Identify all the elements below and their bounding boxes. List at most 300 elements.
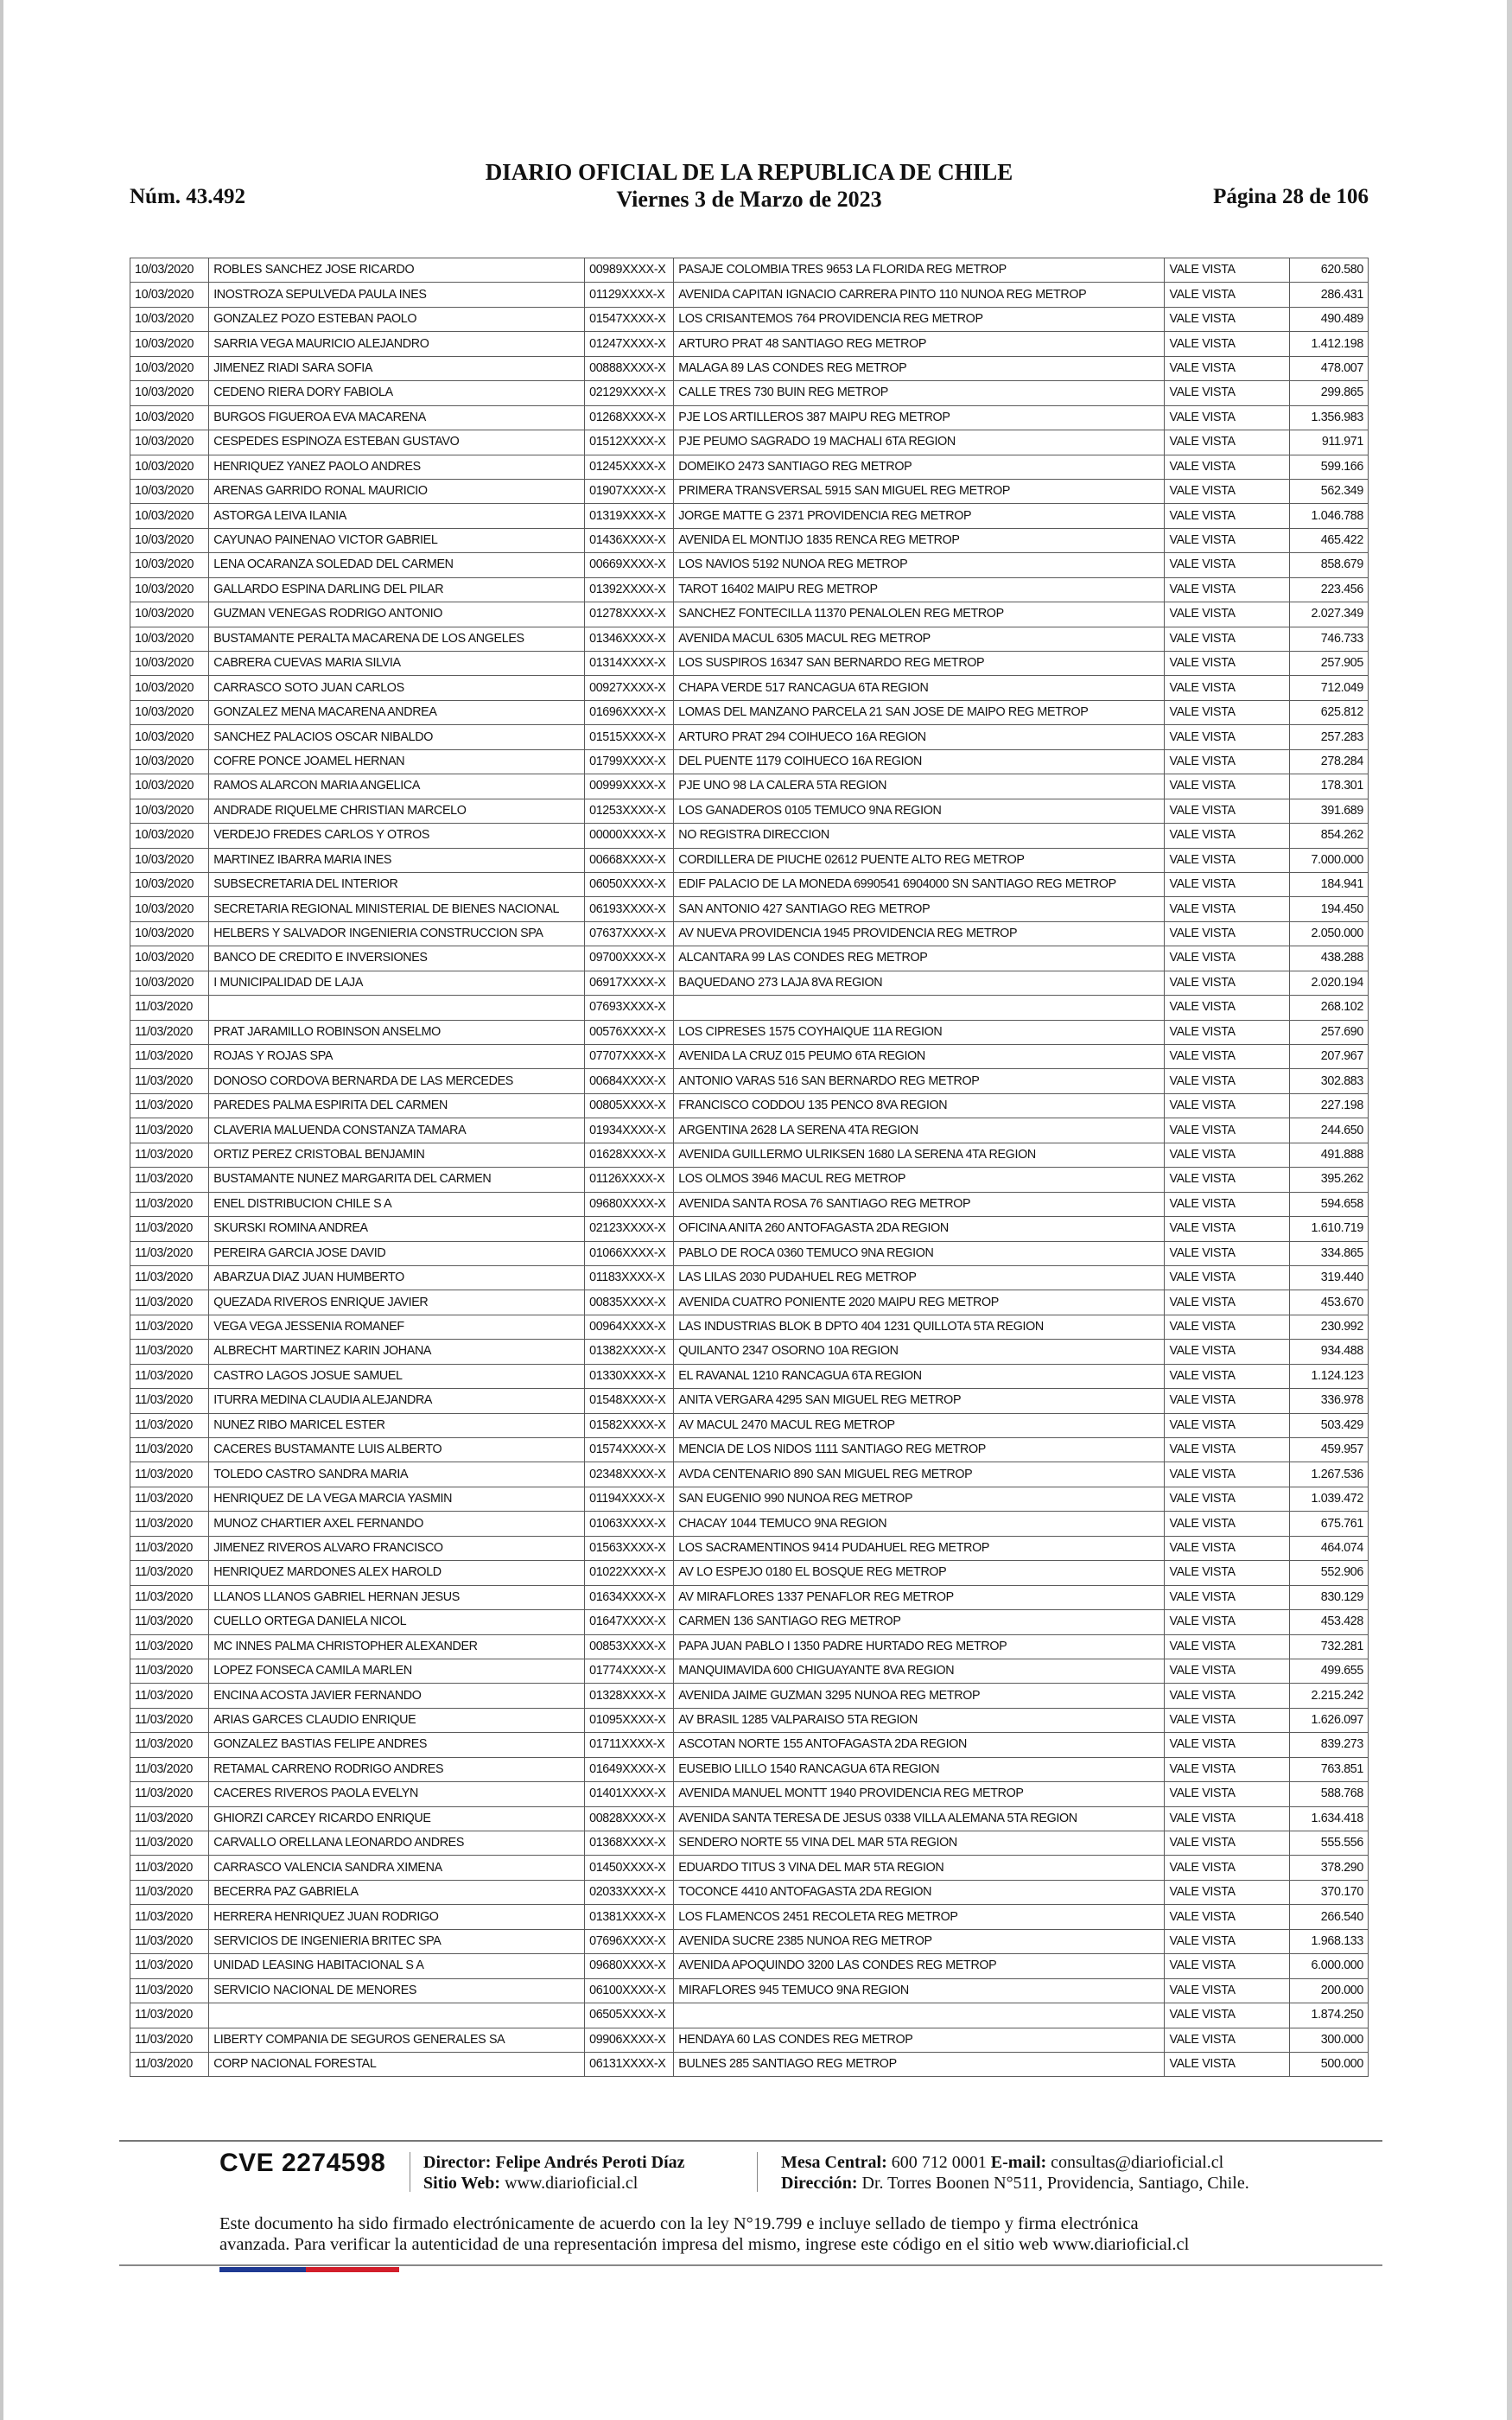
footer-top-rule	[119, 2140, 1382, 2142]
table-row	[130, 1954, 1369, 1978]
cell-amount: 1.634.418	[1289, 1806, 1368, 1831]
cell-payment-type: VALE VISTA	[1165, 971, 1289, 995]
cell-date: 11/03/2020	[130, 1265, 209, 1290]
cell-amount: 286.431	[1289, 283, 1368, 307]
cell-payment-type: VALE VISTA	[1165, 1364, 1289, 1388]
cell-payment-type: VALE VISTA	[1165, 725, 1289, 749]
cell-name: SERVICIO NACIONAL DE MENORES	[209, 1978, 585, 2003]
cell-payment-type: VALE VISTA	[1165, 2052, 1289, 2076]
cell-payment-type: VALE VISTA	[1165, 700, 1289, 724]
cell-payment-type: VALE VISTA	[1165, 1634, 1289, 1659]
cell-rut: 01711XXXX-X	[585, 1733, 674, 1757]
cell-name: COFRE PONCE JOAMEL HERNAN	[209, 749, 585, 774]
table-row	[130, 1290, 1369, 1315]
cell-name: RETAMAL CARRENO RODRIGO ANDRES	[209, 1757, 585, 1781]
cell-rut: 07696XXXX-X	[585, 1929, 674, 1953]
flag-stripe-blue	[219, 2267, 306, 2272]
cell-name: VERDEJO FREDES CARLOS Y OTROS	[209, 824, 585, 848]
cell-date: 11/03/2020	[130, 1438, 209, 1462]
cell-amount: 552.906	[1289, 1561, 1368, 1585]
cell-rut: 01392XXXX-X	[585, 577, 674, 602]
table-row	[130, 332, 1369, 356]
cell-name: JIMENEZ RIADI SARA SOFIA	[209, 356, 585, 380]
cell-rut: 07693XXXX-X	[585, 996, 674, 1020]
cell-name: MC INNES PALMA CHRISTOPHER ALEXANDER	[209, 1634, 585, 1659]
cell-date: 11/03/2020	[130, 1536, 209, 1560]
cell-rut: 01582XXXX-X	[585, 1413, 674, 1437]
cell-date: 10/03/2020	[130, 897, 209, 921]
cell-amount: 746.733	[1289, 627, 1368, 651]
cell-address: AVENIDA APOQUINDO 3200 LAS CONDES REG METROP	[674, 1954, 1165, 1978]
cell-date: 10/03/2020	[130, 921, 209, 946]
table-row	[130, 455, 1369, 479]
cell-payment-type: VALE VISTA	[1165, 1536, 1289, 1560]
cell-address: LOS CRISANTEMOS 764 PROVIDENCIA REG METROP	[674, 307, 1165, 331]
cell-date: 11/03/2020	[130, 1929, 209, 1953]
cell-amount: 207.967	[1289, 1045, 1368, 1069]
cell-name: PAREDES PALMA ESPIRITA DEL CARMEN	[209, 1093, 585, 1118]
cell-rut: 09680XXXX-X	[585, 1192, 674, 1216]
cell-name: ABARZUA DIAZ JUAN HUMBERTO	[209, 1265, 585, 1290]
issue-number: Núm. 43.492	[130, 185, 246, 208]
cell-address: EUSEBIO LILLO 1540 RANCAGUA 6TA REGION	[674, 1757, 1165, 1781]
payments-table	[130, 258, 1369, 2077]
cell-date: 10/03/2020	[130, 405, 209, 430]
cell-payment-type: VALE VISTA	[1165, 627, 1289, 651]
cell-date: 10/03/2020	[130, 971, 209, 995]
cell-date: 11/03/2020	[130, 2003, 209, 2028]
cell-date: 10/03/2020	[130, 725, 209, 749]
cell-name: JIMENEZ RIVEROS ALVARO FRANCISCO	[209, 1536, 585, 1560]
table-row	[130, 996, 1369, 1020]
table-row	[130, 504, 1369, 528]
address-label: Dirección:	[781, 2174, 858, 2193]
cell-name: ANDRADE RIQUELME CHRISTIAN MARCELO	[209, 799, 585, 823]
cell-rut: 06917XXXX-X	[585, 971, 674, 995]
table-row	[130, 921, 1369, 946]
cell-payment-type: VALE VISTA	[1165, 946, 1289, 971]
cell-payment-type: VALE VISTA	[1165, 1069, 1289, 1093]
cell-amount: 620.580	[1289, 258, 1368, 283]
cell-date: 11/03/2020	[130, 1093, 209, 1118]
cell-address: EDIF PALACIO DE LA MONEDA 6990541 6904000 SN SANTIAGO REG METROP	[674, 872, 1165, 896]
cell-payment-type: VALE VISTA	[1165, 1561, 1289, 1585]
cell-name	[209, 2003, 585, 2028]
cell-amount: 465.422	[1289, 528, 1368, 552]
cell-payment-type: VALE VISTA	[1165, 1438, 1289, 1462]
table-row	[130, 1757, 1369, 1781]
cell-name: CUELLO ORTEGA DANIELA NICOL	[209, 1610, 585, 1634]
cell-amount: 266.540	[1289, 1905, 1368, 1929]
cell-payment-type: VALE VISTA	[1165, 872, 1289, 896]
cell-address: LAS LILAS 2030 PUDAHUEL REG METROP	[674, 1265, 1165, 1290]
cell-payment-type: VALE VISTA	[1165, 996, 1289, 1020]
cell-date: 11/03/2020	[130, 1659, 209, 1683]
cell-rut: 01696XXXX-X	[585, 700, 674, 724]
cell-date: 10/03/2020	[130, 258, 209, 283]
cell-date: 11/03/2020	[130, 1241, 209, 1265]
cell-name: ROBLES SANCHEZ JOSE RICARDO	[209, 258, 585, 283]
cell-amount: 555.556	[1289, 1831, 1368, 1856]
cell-address: BAQUEDANO 273 LAJA 8VA REGION	[674, 971, 1165, 995]
table-row	[130, 1364, 1369, 1388]
cell-payment-type: VALE VISTA	[1165, 307, 1289, 331]
table-row	[130, 1069, 1369, 1093]
cell-name: DONOSO CORDOVA BERNARDA DE LAS MERCEDES	[209, 1069, 585, 1093]
cell-amount: 200.000	[1289, 1978, 1368, 2003]
cell-address: AV BRASIL 1285 VALPARAISO 5TA REGION	[674, 1708, 1165, 1732]
cell-name: CASTRO LAGOS JOSUE SAMUEL	[209, 1364, 585, 1388]
cell-payment-type: VALE VISTA	[1165, 1217, 1289, 1241]
cell-name: ALBRECHT MARTINEZ KARIN JOHANA	[209, 1340, 585, 1364]
cell-address: FRANCISCO CODDOU 135 PENCO 8VA REGION	[674, 1093, 1165, 1118]
cell-name: HENRIQUEZ MARDONES ALEX HAROLD	[209, 1561, 585, 1585]
cell-rut: 01066XXXX-X	[585, 1241, 674, 1265]
email-link[interactable]: consultas@diarioficial.cl	[1051, 2153, 1224, 2172]
table-row	[130, 405, 1369, 430]
cell-date: 11/03/2020	[130, 1413, 209, 1437]
table-row	[130, 749, 1369, 774]
cell-date: 11/03/2020	[130, 1069, 209, 1093]
cell-payment-type: VALE VISTA	[1165, 1265, 1289, 1290]
cell-name: CESPEDES ESPINOZA ESTEBAN GUSTAVO	[209, 430, 585, 455]
cell-payment-type: VALE VISTA	[1165, 405, 1289, 430]
table-row	[130, 1831, 1369, 1856]
cell-payment-type: VALE VISTA	[1165, 1143, 1289, 1167]
footer-bottom-rule	[119, 2264, 1382, 2266]
cell-payment-type: VALE VISTA	[1165, 381, 1289, 405]
cell-name: ASTORGA LEIVA ILANIA	[209, 504, 585, 528]
cell-amount: 562.349	[1289, 479, 1368, 503]
cell-amount: 299.865	[1289, 381, 1368, 405]
cell-name: CAYUNAO PAINENAO VICTOR GABRIEL	[209, 528, 585, 552]
cell-date: 11/03/2020	[130, 1462, 209, 1487]
cell-date: 10/03/2020	[130, 749, 209, 774]
cell-rut: 01268XXXX-X	[585, 405, 674, 430]
table-row	[130, 774, 1369, 799]
cell-date: 10/03/2020	[130, 504, 209, 528]
cell-amount: 1.610.719	[1289, 1217, 1368, 1241]
cell-payment-type: VALE VISTA	[1165, 258, 1289, 283]
cell-name: LOPEZ FONSECA CAMILA MARLEN	[209, 1659, 585, 1683]
director-label: Director:	[423, 2153, 492, 2172]
cell-amount: 858.679	[1289, 553, 1368, 577]
cell-address: PAPA JUAN PABLO I 1350 PADRE HURTADO REG METROP	[674, 1634, 1165, 1659]
table-row	[130, 1512, 1369, 1536]
cell-payment-type: VALE VISTA	[1165, 1093, 1289, 1118]
table-row	[130, 627, 1369, 651]
cell-name: GONZALEZ MENA MACARENA ANDREA	[209, 700, 585, 724]
cell-address: PJE LOS ARTILLEROS 387 MAIPU REG METROP	[674, 405, 1165, 430]
cell-rut: 00668XXXX-X	[585, 848, 674, 872]
cell-rut: 01129XXXX-X	[585, 283, 674, 307]
cell-name: SANCHEZ PALACIOS OSCAR NIBALDO	[209, 725, 585, 749]
cell-amount: 464.074	[1289, 1536, 1368, 1560]
cell-rut: 01328XXXX-X	[585, 1684, 674, 1708]
cell-date: 11/03/2020	[130, 1634, 209, 1659]
cell-address: AVENIDA GUILLERMO ULRIKSEN 1680 LA SERENA 4TA REGION	[674, 1143, 1165, 1167]
cell-date: 10/03/2020	[130, 946, 209, 971]
cell-name: RAMOS ALARCON MARIA ANGELICA	[209, 774, 585, 799]
table-row	[130, 1217, 1369, 1241]
cell-address: AVENIDA LA CRUZ 015 PEUMO 6TA REGION	[674, 1045, 1165, 1069]
cell-address: EL RAVANAL 1210 RANCAGUA 6TA REGION	[674, 1364, 1165, 1388]
cell-address: SANCHEZ FONTECILLA 11370 PENALOLEN REG METROP	[674, 602, 1165, 627]
cell-rut: 01649XXXX-X	[585, 1757, 674, 1781]
cell-date: 11/03/2020	[130, 1118, 209, 1143]
cell-date: 11/03/2020	[130, 1733, 209, 1757]
cell-address: AVENIDA EL MONTIJO 1835 RENCA REG METROP	[674, 528, 1165, 552]
cell-address: AVDA CENTENARIO 890 SAN MIGUEL REG METROP	[674, 1462, 1165, 1487]
cell-name: UNIDAD LEASING HABITACIONAL S A	[209, 1954, 585, 1978]
cell-amount: 675.761	[1289, 1512, 1368, 1536]
cell-date: 11/03/2020	[130, 1610, 209, 1634]
cell-name: CEDENO RIERA DORY FABIOLA	[209, 381, 585, 405]
cell-date: 11/03/2020	[130, 1512, 209, 1536]
cell-payment-type: VALE VISTA	[1165, 1487, 1289, 1511]
cell-name: GHIORZI CARCEY RICARDO ENRIQUE	[209, 1806, 585, 1831]
table-row	[130, 1905, 1369, 1929]
cell-amount: 6.000.000	[1289, 1954, 1368, 1978]
cell-rut: 06050XXXX-X	[585, 872, 674, 896]
cell-address: AV LO ESPEJO 0180 EL BOSQUE REG METROP	[674, 1561, 1165, 1585]
cell-date: 11/03/2020	[130, 1684, 209, 1708]
cell-name: GONZALEZ BASTIAS FELIPE ANDRES	[209, 1733, 585, 1757]
table-row	[130, 1192, 1369, 1216]
cell-date: 11/03/2020	[130, 1806, 209, 1831]
cell-amount: 391.689	[1289, 799, 1368, 823]
table-row	[130, 946, 1369, 971]
cell-rut: 01401XXXX-X	[585, 1782, 674, 1806]
cell-name: HENRIQUEZ DE LA VEGA MARCIA YASMIN	[209, 1487, 585, 1511]
cell-amount: 854.262	[1289, 824, 1368, 848]
cell-amount: 2.027.349	[1289, 602, 1368, 627]
cell-date: 11/03/2020	[130, 1315, 209, 1339]
cell-amount: 319.440	[1289, 1265, 1368, 1290]
cell-payment-type: VALE VISTA	[1165, 1462, 1289, 1487]
table-row	[130, 1093, 1369, 1118]
cell-date: 11/03/2020	[130, 2052, 209, 2076]
cell-rut: 01278XXXX-X	[585, 602, 674, 627]
cell-address: ALCANTARA 99 LAS CONDES REG METROP	[674, 946, 1165, 971]
cell-rut: 01628XXXX-X	[585, 1143, 674, 1167]
table-row	[130, 381, 1369, 405]
table-row	[130, 1413, 1369, 1437]
cell-payment-type: VALE VISTA	[1165, 1512, 1289, 1536]
cell-address: MIRAFLORES 945 TEMUCO 9NA REGION	[674, 1978, 1165, 2003]
cell-amount: 184.941	[1289, 872, 1368, 896]
cell-date: 10/03/2020	[130, 528, 209, 552]
cell-address: SAN EUGENIO 990 NUNOA REG METROP	[674, 1487, 1165, 1511]
cell-rut: 01194XXXX-X	[585, 1487, 674, 1511]
cell-address: MENCIA DE LOS NIDOS 1111 SANTIAGO REG METROP	[674, 1438, 1165, 1462]
cell-date: 10/03/2020	[130, 577, 209, 602]
cell-address: JORGE MATTE G 2371 PROVIDENCIA REG METROP	[674, 504, 1165, 528]
cell-name: SERVICIOS DE INGENIERIA BRITEC SPA	[209, 1929, 585, 1953]
cell-address: LAS INDUSTRIAS BLOK B DPTO 404 1231 QUILLOTA 5TA REGION	[674, 1315, 1165, 1339]
cell-rut: 01247XXXX-X	[585, 332, 674, 356]
table-row	[130, 1708, 1369, 1732]
cell-payment-type: VALE VISTA	[1165, 1192, 1289, 1216]
header-center	[130, 159, 1369, 213]
cell-payment-type: VALE VISTA	[1165, 1045, 1289, 1069]
cell-address: AV MACUL 2470 MACUL REG METROP	[674, 1413, 1165, 1437]
table-row	[130, 2028, 1369, 2052]
cell-amount: 588.768	[1289, 1782, 1368, 1806]
cell-address: CARMEN 136 SANTIAGO REG METROP	[674, 1610, 1165, 1634]
cell-date: 11/03/2020	[130, 1168, 209, 1192]
cell-rut: 01450XXXX-X	[585, 1856, 674, 1880]
cell-amount: 594.658	[1289, 1192, 1368, 1216]
cell-rut: 01022XXXX-X	[585, 1561, 674, 1585]
cell-rut: 00964XXXX-X	[585, 1315, 674, 1339]
cell-date: 11/03/2020	[130, 1487, 209, 1511]
cell-date: 10/03/2020	[130, 676, 209, 700]
table-row	[130, 1782, 1369, 1806]
cell-address: CHAPA VERDE 517 RANCAGUA 6TA REGION	[674, 676, 1165, 700]
cell-name: GONZALEZ POZO ESTEBAN PAOLO	[209, 307, 585, 331]
cell-address: QUILANTO 2347 OSORNO 10A REGION	[674, 1340, 1165, 1364]
cell-payment-type: VALE VISTA	[1165, 1610, 1289, 1634]
cell-name: GUZMAN VENEGAS RODRIGO ANTONIO	[209, 602, 585, 627]
cell-rut: 01574XXXX-X	[585, 1438, 674, 1462]
cell-rut: 01907XXXX-X	[585, 479, 674, 503]
cell-address	[674, 2003, 1165, 2028]
cell-rut: 01314XXXX-X	[585, 652, 674, 676]
cell-amount: 257.283	[1289, 725, 1368, 749]
cell-address: AVENIDA SANTA TERESA DE JESUS 0338 VILLA ALEMANA 5TA REGION	[674, 1806, 1165, 1831]
cell-date: 11/03/2020	[130, 2028, 209, 2052]
cell-rut: 01515XXXX-X	[585, 725, 674, 749]
table-row	[130, 1733, 1369, 1757]
table-row	[130, 971, 1369, 995]
cell-payment-type: VALE VISTA	[1165, 283, 1289, 307]
cell-address: MANQUIMAVIDA 600 CHIGUAYANTE 8VA REGION	[674, 1659, 1165, 1683]
cell-rut: 00669XXXX-X	[585, 553, 674, 577]
payments-table-container	[130, 258, 1369, 2077]
table-row	[130, 872, 1369, 896]
cell-amount: 478.007	[1289, 356, 1368, 380]
cell-payment-type: VALE VISTA	[1165, 1905, 1289, 1929]
cell-rut: 00828XXXX-X	[585, 1806, 674, 1831]
cell-address	[674, 996, 1165, 1020]
table-row	[130, 479, 1369, 503]
cell-address: AVENIDA MACUL 6305 MACUL REG METROP	[674, 627, 1165, 651]
cell-payment-type: VALE VISTA	[1165, 652, 1289, 676]
cell-amount: 370.170	[1289, 1880, 1368, 1904]
cell-date: 10/03/2020	[130, 872, 209, 896]
table-row	[130, 1880, 1369, 1904]
cell-name: MUNOZ CHARTIER AXEL FERNANDO	[209, 1512, 585, 1536]
cell-payment-type: VALE VISTA	[1165, 528, 1289, 552]
cell-address: OFICINA ANITA 260 ANTOFAGASTA 2DA REGION	[674, 1217, 1165, 1241]
table-row	[130, 528, 1369, 552]
email-label: E-mail:	[990, 2153, 1047, 2172]
director-name: Felipe Andrés Peroti Díaz	[495, 2153, 685, 2172]
cell-amount: 336.978	[1289, 1389, 1368, 1413]
cell-amount: 257.905	[1289, 652, 1368, 676]
cell-payment-type: VALE VISTA	[1165, 824, 1289, 848]
cell-amount: 334.865	[1289, 1241, 1368, 1265]
cell-payment-type: VALE VISTA	[1165, 1806, 1289, 1831]
cell-address: PJE PEUMO SAGRADO 19 MACHALI 6TA REGION	[674, 430, 1165, 455]
notice-line-2: avanzada. Para verificar la autenticidad de una representación impresa del mismo, ingrese este código en el sitio web www.diarioficial.cl	[219, 2235, 1190, 2254]
cell-date: 10/03/2020	[130, 283, 209, 307]
cell-payment-type: VALE VISTA	[1165, 774, 1289, 799]
cell-date: 11/03/2020	[130, 1978, 209, 2003]
cell-rut: 01563XXXX-X	[585, 1536, 674, 1560]
cell-payment-type: VALE VISTA	[1165, 1782, 1289, 1806]
cell-date: 10/03/2020	[130, 455, 209, 479]
cell-amount: 459.957	[1289, 1438, 1368, 1462]
table-row	[130, 1487, 1369, 1511]
table-row	[130, 2052, 1369, 2076]
cell-rut: 00805XXXX-X	[585, 1093, 674, 1118]
cell-payment-type: VALE VISTA	[1165, 676, 1289, 700]
payments-table-body	[130, 258, 1369, 2077]
cell-name: NUNEZ RIBO MARICEL ESTER	[209, 1413, 585, 1437]
cell-amount: 244.650	[1289, 1118, 1368, 1143]
signature-notice	[219, 2213, 1291, 2255]
cell-amount: 1.046.788	[1289, 504, 1368, 528]
table-row	[130, 1168, 1369, 1192]
table-row	[130, 553, 1369, 577]
cell-name: ROJAS Y ROJAS SPA	[209, 1045, 585, 1069]
cell-payment-type: VALE VISTA	[1165, 848, 1289, 872]
cell-name: SECRETARIA REGIONAL MINISTERIAL DE BIENES NACIONAL	[209, 897, 585, 921]
cell-rut: 00000XXXX-X	[585, 824, 674, 848]
cell-name: CABRERA CUEVAS MARIA SILVIA	[209, 652, 585, 676]
table-row	[130, 356, 1369, 380]
cell-address: AV MIRAFLORES 1337 PENAFLOR REG METROP	[674, 1585, 1165, 1609]
cell-address: BULNES 285 SANTIAGO REG METROP	[674, 2052, 1165, 2076]
cell-rut: 01319XXXX-X	[585, 504, 674, 528]
cell-amount: 2.020.194	[1289, 971, 1368, 995]
cell-amount: 302.883	[1289, 1069, 1368, 1093]
cell-payment-type: VALE VISTA	[1165, 577, 1289, 602]
cell-amount: 2.050.000	[1289, 921, 1368, 946]
cell-amount: 268.102	[1289, 996, 1368, 1020]
cell-amount: 934.488	[1289, 1340, 1368, 1364]
cell-amount: 1.968.133	[1289, 1929, 1368, 1953]
cell-rut: 01063XXXX-X	[585, 1512, 674, 1536]
cell-address: LOS NAVIOS 5192 NUNOA REG METROP	[674, 553, 1165, 577]
cell-rut: 00927XXXX-X	[585, 676, 674, 700]
cell-address: LOS SUSPIROS 16347 SAN BERNARDO REG METROP	[674, 652, 1165, 676]
cell-address: LOS CIPRESES 1575 COYHAIQUE 11A REGION	[674, 1020, 1165, 1044]
web-link[interactable]: www.diarioficial.cl	[505, 2174, 638, 2193]
cell-rut: 09700XXXX-X	[585, 946, 674, 971]
cell-rut: 01126XXXX-X	[585, 1168, 674, 1192]
cell-address: CORDILLERA DE PIUCHE 02612 PUENTE ALTO REG METROP	[674, 848, 1165, 872]
cell-rut: 01774XXXX-X	[585, 1659, 674, 1683]
cell-address: AVENIDA MANUEL MONTT 1940 PROVIDENCIA REG METROP	[674, 1782, 1165, 1806]
cell-payment-type: VALE VISTA	[1165, 2028, 1289, 2052]
cell-name: CACERES RIVEROS PAOLA EVELYN	[209, 1782, 585, 1806]
cell-payment-type: VALE VISTA	[1165, 479, 1289, 503]
cell-name: SKURSKI ROMINA ANDREA	[209, 1217, 585, 1241]
cell-payment-type: VALE VISTA	[1165, 504, 1289, 528]
cell-rut: 00853XXXX-X	[585, 1634, 674, 1659]
cell-rut: 06100XXXX-X	[585, 1978, 674, 2003]
notice-line-1: Este documento ha sido firmado electrónicamente de acuerdo con la ley N°19.799 e incluye sellado de tiempo y firma electrónica	[219, 2214, 1139, 2233]
cell-amount: 839.273	[1289, 1733, 1368, 1757]
cell-payment-type: VALE VISTA	[1165, 553, 1289, 577]
cell-name: ORTIZ PEREZ CRISTOBAL BENJAMIN	[209, 1143, 585, 1167]
cell-address: ANITA VERGARA 4295 SAN MIGUEL REG METROP	[674, 1389, 1165, 1413]
cell-address: EDUARDO TITUS 3 VINA DEL MAR 5TA REGION	[674, 1856, 1165, 1880]
cell-name	[209, 996, 585, 1020]
